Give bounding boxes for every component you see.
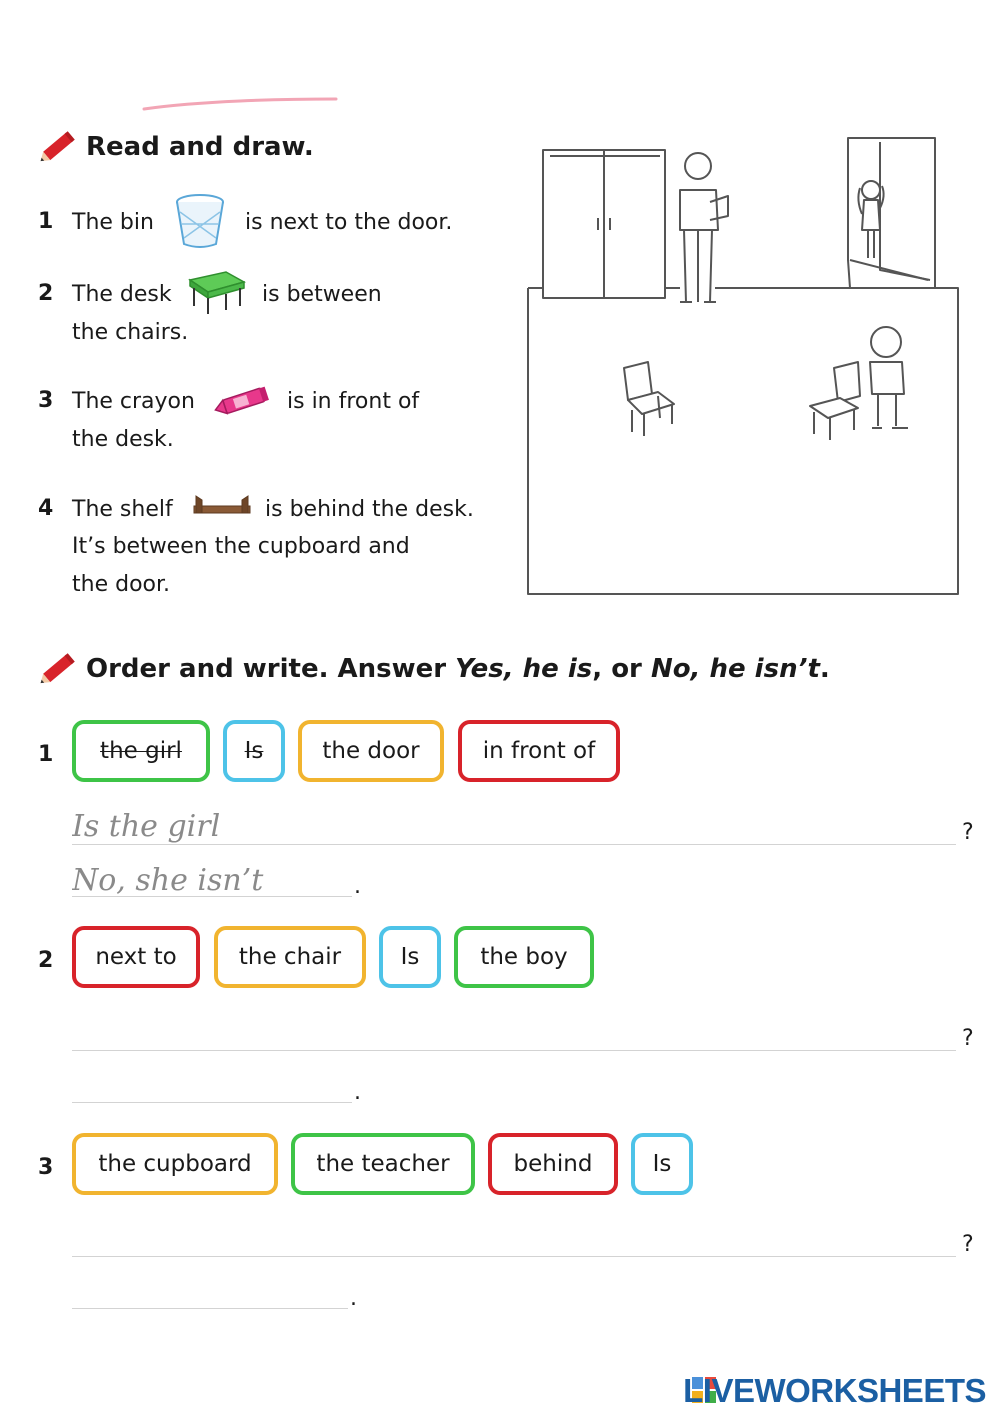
item-text-after: is behind the desk. (265, 497, 474, 522)
shelf-icon (190, 494, 254, 522)
period: . (354, 1080, 361, 1105)
item-number: 1 (38, 209, 54, 234)
item-number: 3 (38, 388, 54, 413)
short-answer-input[interactable] (72, 1272, 348, 1312)
word-card[interactable]: the teacher (291, 1133, 475, 1195)
word-card[interactable]: the boy (454, 926, 594, 988)
word-card[interactable]: the girl (72, 720, 210, 782)
question-answer-input[interactable] (72, 1218, 952, 1258)
word-card[interactable]: next to (72, 926, 200, 988)
item-text-after: is between (262, 282, 382, 307)
answer-line (72, 896, 352, 897)
question-mark: ? (962, 1232, 974, 1257)
section1-title: Read and draw. (86, 132, 314, 162)
item-text-after: is next to the door. (245, 210, 453, 235)
word-card[interactable]: Is (631, 1133, 693, 1195)
answer-line (72, 1256, 956, 1257)
answer-line (72, 1050, 956, 1051)
word-card[interactable]: in front of (458, 720, 620, 782)
question-number: 3 (38, 1155, 54, 1180)
word-card[interactable]: the chair (214, 926, 366, 988)
section2-title: Order and write. Answer Yes, he is, or No, he isn’t. (86, 654, 830, 684)
word-card[interactable]: the door (298, 720, 444, 782)
liveworksheets-logo-text[interactable]: LIVEWORKSHEETS (683, 1372, 986, 1409)
word-card[interactable]: Is (223, 720, 285, 782)
word-card[interactable]: behind (488, 1133, 618, 1195)
pencil-icon (36, 128, 78, 168)
question-mark: ? (962, 820, 974, 845)
room-drawing[interactable] (520, 130, 968, 602)
bin-icon (172, 192, 228, 252)
question-mark: ? (962, 1026, 974, 1051)
question-number: 2 (38, 948, 54, 973)
item-text-continued: the door. (72, 572, 171, 597)
question-number: 1 (38, 742, 54, 767)
item-text-before: The crayon (72, 389, 195, 414)
decorative-stroke (140, 95, 340, 115)
short-answer-input[interactable] (72, 860, 350, 900)
item-text-before: The desk (72, 282, 172, 307)
period: . (354, 874, 361, 899)
item-number: 2 (38, 281, 54, 306)
item-text-after: is in front of (287, 389, 420, 414)
answer-line (72, 1102, 352, 1103)
question-answer-input[interactable] (72, 806, 952, 846)
short-answer-input[interactable] (72, 1066, 350, 1106)
question-answer-input[interactable] (72, 1012, 952, 1052)
answer-line (72, 844, 956, 845)
desk-icon (186, 266, 248, 316)
word-card[interactable]: the cupboard (72, 1133, 278, 1195)
item-text-continued: the desk. (72, 427, 174, 452)
pencil-icon (36, 650, 78, 690)
word-card[interactable]: Is (379, 926, 441, 988)
period: . (350, 1286, 357, 1311)
item-number: 4 (38, 496, 54, 521)
item-text-continued: It’s between the cupboard and (72, 534, 410, 559)
answer-line (72, 1308, 348, 1309)
item-text-before: The shelf (72, 497, 173, 522)
crayon-icon (212, 385, 274, 417)
item-text-continued: the chairs. (72, 320, 189, 345)
item-text-before: The bin (72, 210, 154, 235)
